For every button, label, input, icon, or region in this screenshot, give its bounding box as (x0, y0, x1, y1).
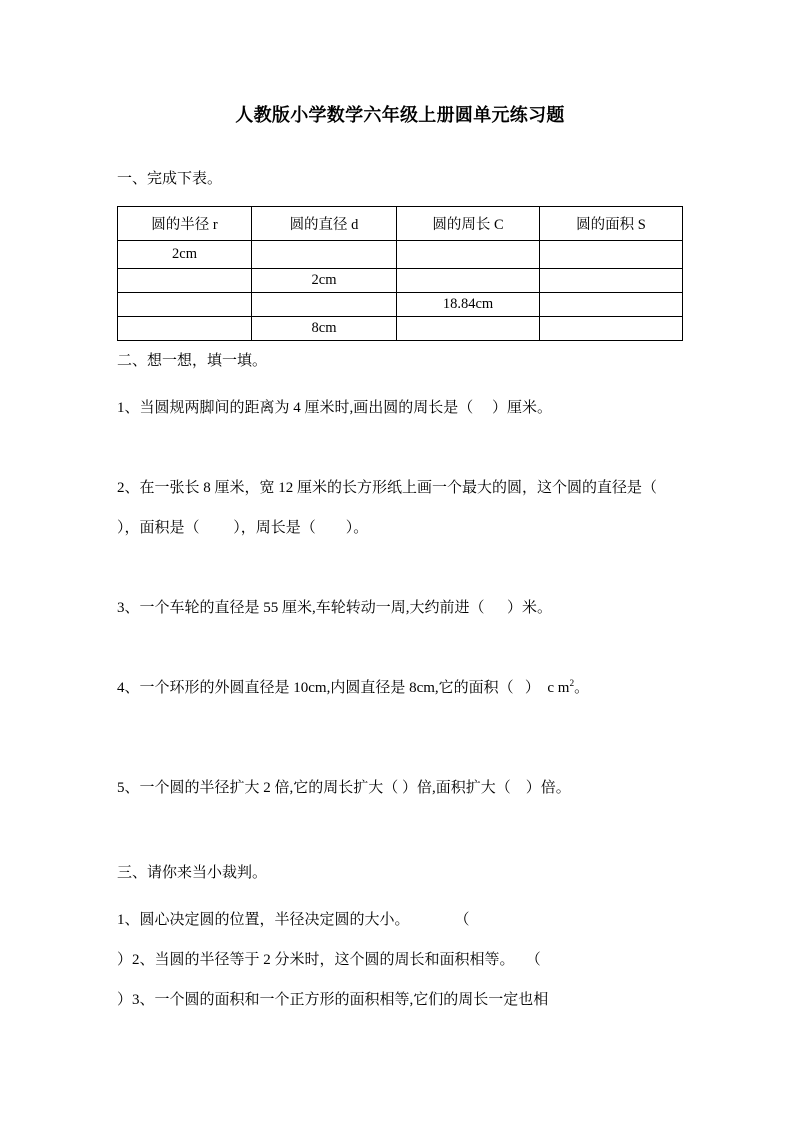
true-false-question-1: 1、圆心决定圆的位置，半径决定圆的大小。 （ (117, 912, 470, 928)
table-cell-area[interactable] (540, 269, 683, 293)
fill-in-question-3: 3、一个车轮的直径是 55 厘米,车轮转动一周,大约前进（ ）米。 (117, 600, 553, 616)
table-cell-radius[interactable] (118, 293, 252, 317)
section-one-heading: 一、完成下表。 (117, 171, 223, 187)
fill-in-question-4-text: 4、一个环形的外圆直径是 10cm,内圆直径是 8cm,它的面积（ ） c $m^2$。 (117, 679, 590, 696)
fill-in-question-5: 5、一个圆的半径扩大 2 倍,它的周长扩大（ ）倍,面积扩大（ ）倍。 (117, 780, 571, 796)
column-header-diameter: 圆的直径 d (252, 207, 397, 241)
table-cell-radius[interactable] (118, 317, 252, 341)
table-cell-circumference[interactable]: 18.84cm (397, 293, 540, 317)
circle-values-table (117, 206, 683, 341)
table-cell-diameter[interactable]: 8cm (252, 317, 397, 341)
table-header-row (118, 207, 683, 241)
table-cell-circumference[interactable] (397, 317, 540, 341)
circle-values-table-wrapper (117, 206, 678, 341)
table-cell-radius[interactable] (118, 269, 252, 293)
fill-in-question-4 (117, 668, 683, 708)
table-cell-area[interactable] (540, 317, 683, 341)
column-header-circumference: 圆的周长 C (397, 207, 540, 241)
section-two-heading: 二、想一想，填一填。 (117, 353, 268, 369)
table-body (118, 241, 683, 341)
column-header-radius: 圆的半径 r (118, 207, 252, 241)
section-three-heading: 三、请你来当小裁判。 (117, 865, 268, 881)
table-cell-area[interactable] (540, 293, 683, 317)
table-row (118, 293, 683, 317)
true-false-question-3: ）3、一个圆的面积和一个正方形的面积相等,它们的周长一定也相 (117, 992, 549, 1008)
table-cell-radius[interactable]: 2cm (118, 241, 252, 269)
table-cell-diameter[interactable] (252, 293, 397, 317)
table-cell-area[interactable] (540, 241, 683, 269)
fill-in-question-1: 1、当圆规两脚间的距离为 4 厘米时,画出圆的周长是（ ）厘米。 (117, 400, 553, 416)
table-row (118, 317, 683, 341)
table-header (118, 207, 683, 241)
table-cell-diameter[interactable] (252, 241, 397, 269)
column-header-area: 圆的面积 S (540, 207, 683, 241)
table-row (118, 241, 683, 269)
table-cell-diameter[interactable]: 2cm (252, 269, 397, 293)
table-cell-circumference[interactable] (397, 269, 540, 293)
table-row (118, 269, 683, 293)
table-cell-circumference[interactable] (397, 241, 540, 269)
true-false-question-2: ）2、当圆的半径等于 2 分米时，这个圆的周长和面积相等。 （ (117, 952, 541, 968)
page-title: 人教版小学数学六年级上册圆单元练习题 (235, 105, 565, 125)
fill-in-question-2: 2、在一张长 8 厘米，宽 12 厘米的长方形纸上画一个最大的圆，这个圆的直径是（ ），面积是（ ），周长是（ ）。 (117, 480, 688, 536)
